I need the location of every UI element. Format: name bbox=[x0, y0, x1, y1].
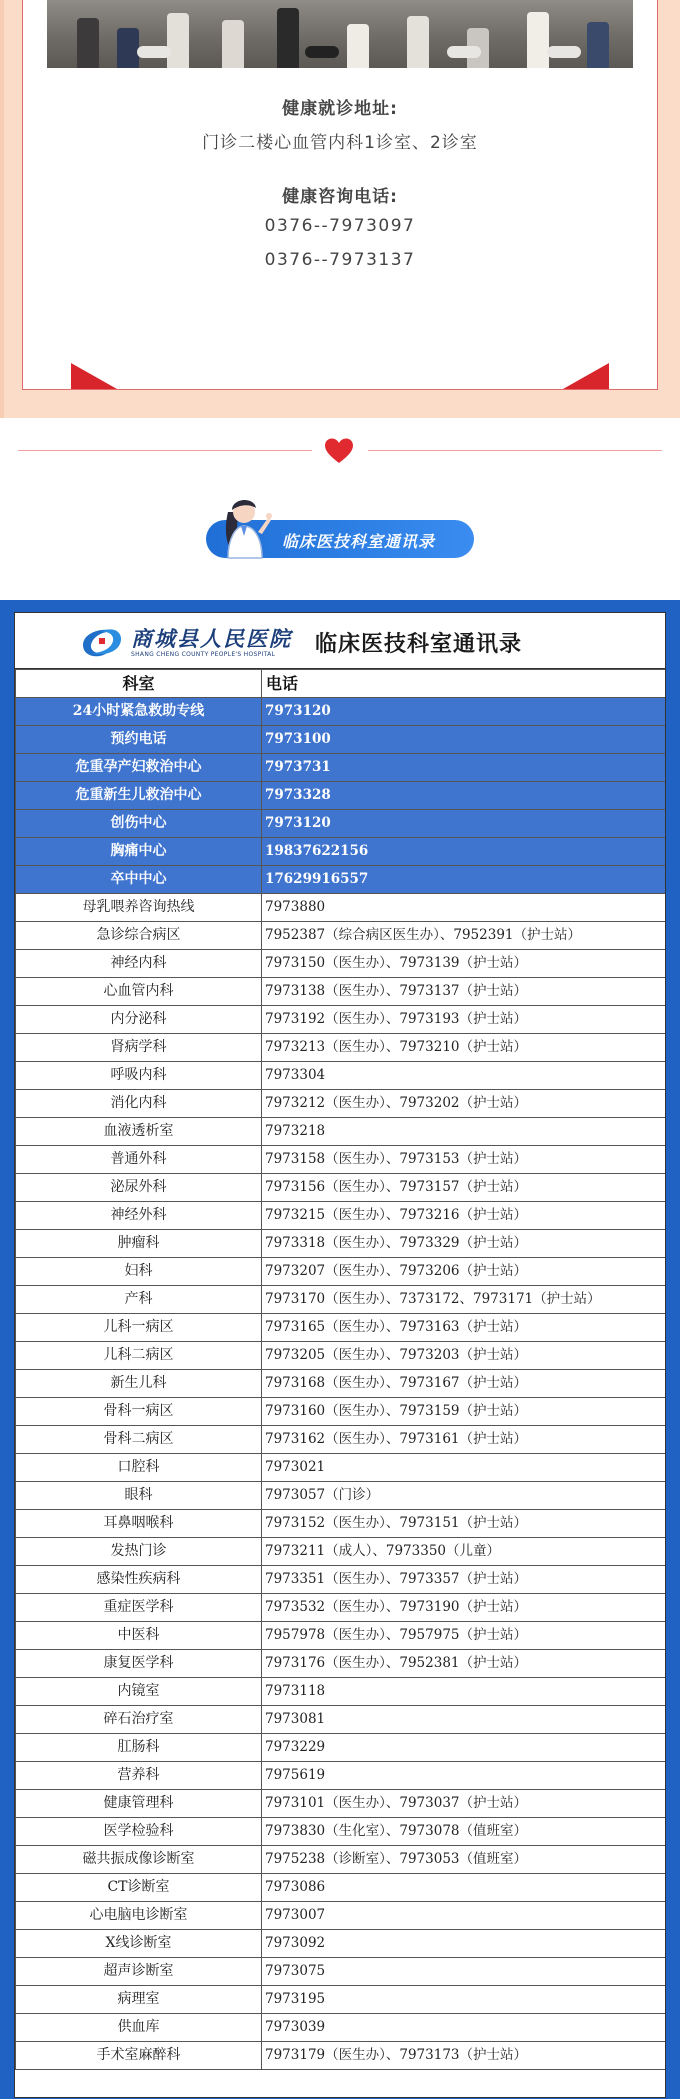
dept-name-cell: 重症医学科 bbox=[16, 1594, 262, 1622]
table-row bbox=[16, 1342, 666, 1370]
dept-name-cell: 医学检验科 bbox=[16, 1818, 262, 1846]
directory-title: 临床医技科室通讯录 bbox=[315, 631, 523, 657]
dept-name-cell: 妇科 bbox=[16, 1258, 262, 1286]
table-row bbox=[16, 1678, 666, 1706]
dept-name-cell: 心电脑电诊断室 bbox=[16, 1902, 262, 1930]
phone-cell[interactable]: 7973165（医生办）、7973163（护士站） bbox=[262, 1314, 666, 1342]
dept-name-cell: 急诊综合病区 bbox=[16, 922, 262, 950]
table-row bbox=[16, 1818, 666, 1846]
table-row bbox=[16, 1398, 666, 1426]
phone-cell[interactable]: 7973179（医生办）、7973173（护士站） bbox=[262, 2042, 666, 2070]
visit-info-section bbox=[0, 0, 680, 418]
phone-cell[interactable]: 7973152（医生办）、7973151（护士站） bbox=[262, 1510, 666, 1538]
visit-info-card bbox=[22, 0, 658, 390]
dept-name-cell: 肾病学科 bbox=[16, 1034, 262, 1062]
dept-name-cell: 中医科 bbox=[16, 1622, 262, 1650]
phone-cell[interactable]: 7973086 bbox=[262, 1874, 666, 1902]
table-row bbox=[16, 1174, 666, 1202]
table-row bbox=[16, 1538, 666, 1566]
table-row bbox=[16, 1482, 666, 1510]
dept-name-cell: 呼吸内科 bbox=[16, 1062, 262, 1090]
table-row bbox=[16, 1258, 666, 1286]
dept-name-cell: 创伤中心 bbox=[16, 810, 262, 838]
corner-decoration-right bbox=[563, 363, 609, 389]
table-row bbox=[16, 950, 666, 978]
dept-name-cell: 消化内科 bbox=[16, 1090, 262, 1118]
table-row bbox=[16, 838, 666, 866]
phone-cell[interactable]: 7973007 bbox=[262, 1902, 666, 1930]
phone-cell[interactable]: 7973101（医生办）、7973037（护士站） bbox=[262, 1790, 666, 1818]
dept-name-cell: 神经外科 bbox=[16, 1202, 262, 1230]
table-row bbox=[16, 1930, 666, 1958]
phone-cell[interactable]: 7973207（医生办）、7973206（护士站） bbox=[262, 1258, 666, 1286]
dept-name-cell: 儿科一病区 bbox=[16, 1314, 262, 1342]
phone-cell[interactable]: 7973075 bbox=[262, 1958, 666, 1986]
dept-name-cell: 发热门诊 bbox=[16, 1538, 262, 1566]
dept-name-cell: X线诊断室 bbox=[16, 1930, 262, 1958]
table-row bbox=[16, 1650, 666, 1678]
table-row bbox=[16, 1958, 666, 1986]
table-row bbox=[16, 1706, 666, 1734]
table-row bbox=[16, 978, 666, 1006]
dept-name-cell: 感染性疾病科 bbox=[16, 1566, 262, 1594]
table-row bbox=[16, 810, 666, 838]
dept-name-cell: CT诊断室 bbox=[16, 1874, 262, 1902]
photo-figure bbox=[77, 18, 99, 68]
card-border-left bbox=[0, 0, 4, 418]
dept-name-cell: 病理室 bbox=[16, 1986, 262, 2014]
dept-name-cell: 危重新生儿救治中心 bbox=[16, 782, 262, 810]
directory-frame bbox=[0, 600, 680, 2099]
dept-name-cell: 神经内科 bbox=[16, 950, 262, 978]
phone-cell[interactable]: 7952387（综合病区医生办）、7952391（护士站） bbox=[262, 922, 666, 950]
phone-cell[interactable]: 7973211（成人）、7973350（儿童） bbox=[262, 1538, 666, 1566]
dept-name-cell: 内分泌科 bbox=[16, 1006, 262, 1034]
photo-shoe bbox=[305, 46, 339, 58]
phone-cell[interactable]: 7973880 bbox=[262, 894, 666, 922]
dept-name-cell: 康复医学科 bbox=[16, 1650, 262, 1678]
table-row bbox=[16, 1090, 666, 1118]
phone-cell[interactable]: 7973192（医生办）、7973193（护士站） bbox=[262, 1006, 666, 1034]
phone-cell[interactable]: 7973138（医生办）、7973137（护士站） bbox=[262, 978, 666, 1006]
photo-shoe bbox=[137, 46, 171, 58]
dept-name-cell: 危重孕产妇救治中心 bbox=[16, 754, 262, 782]
phone-cell[interactable]: 7973120 bbox=[262, 698, 666, 726]
phone-cell[interactable]: 7973218 bbox=[262, 1118, 666, 1146]
table-row bbox=[16, 2014, 666, 2042]
team-photo bbox=[47, 0, 633, 68]
phone-cell[interactable]: 7973092 bbox=[262, 1930, 666, 1958]
table-row bbox=[16, 922, 666, 950]
table-row bbox=[16, 1790, 666, 1818]
table-row bbox=[16, 1986, 666, 2014]
photo-figure bbox=[587, 22, 609, 68]
hospital-name-cn: 商城县人民医院 bbox=[131, 626, 292, 651]
table-row bbox=[16, 1454, 666, 1482]
hospital-name-en: SHANG CHENG COUNTY PEOPLE'S HOSPITAL bbox=[131, 651, 276, 658]
table-row bbox=[16, 1230, 666, 1258]
table-row bbox=[16, 782, 666, 810]
phone-cell[interactable]: 7973304 bbox=[262, 1062, 666, 1090]
table-row bbox=[16, 894, 666, 922]
phone-cell[interactable]: 7957978（医生办）、7957975（护士站） bbox=[262, 1622, 666, 1650]
divider-line-right bbox=[368, 450, 662, 451]
photo-figure bbox=[167, 13, 189, 68]
phone-cell[interactable]: 7973318（医生办）、7973329（护士站） bbox=[262, 1230, 666, 1258]
photo-shoe bbox=[547, 46, 581, 58]
table-row bbox=[16, 1622, 666, 1650]
dept-name-cell: 骨科一病区 bbox=[16, 1398, 262, 1426]
table-row bbox=[16, 1062, 666, 1090]
phone-cell[interactable]: 7973150（医生办）、7973139（护士站） bbox=[262, 950, 666, 978]
phone-label: 健康咨询电话: bbox=[282, 187, 398, 207]
table-row bbox=[16, 1734, 666, 1762]
directory-sheet bbox=[14, 612, 666, 2098]
photo-figure bbox=[407, 16, 429, 68]
phone-cell[interactable]: 7975238（诊断室）、7973053（值班室） bbox=[262, 1846, 666, 1874]
dept-name-cell: 新生儿科 bbox=[16, 1370, 262, 1398]
phone-cell[interactable]: 7973162（医生办）、7973161（护士站） bbox=[262, 1426, 666, 1454]
dept-name-cell: 眼科 bbox=[16, 1482, 262, 1510]
photo-figure bbox=[277, 8, 299, 68]
phone-cell[interactable]: 7973118 bbox=[262, 1678, 666, 1706]
phone-cell[interactable]: 7973057（门诊） bbox=[262, 1482, 666, 1510]
column-header-dept: 科室 bbox=[16, 670, 262, 698]
table-body bbox=[16, 698, 666, 2070]
table-header-row bbox=[16, 670, 666, 698]
table-row bbox=[16, 1510, 666, 1538]
phone-cell[interactable]: 7973532（医生办）、7973190（护士站） bbox=[262, 1594, 666, 1622]
phone-cell[interactable]: 7973176（医生办）、7952381（护士站） bbox=[262, 1650, 666, 1678]
phone-cell[interactable]: 7973160（医生办）、7973159（护士站） bbox=[262, 1398, 666, 1426]
table-row bbox=[16, 2042, 666, 2070]
heart-icon bbox=[324, 437, 354, 465]
address-label: 健康就诊地址: bbox=[282, 99, 398, 119]
dept-name-cell: 供血库 bbox=[16, 2014, 262, 2042]
phone-cell[interactable]: 7973328 bbox=[262, 782, 666, 810]
dept-name-cell: 儿科二病区 bbox=[16, 1342, 262, 1370]
dept-name-cell: 磁共振成像诊断室 bbox=[16, 1846, 262, 1874]
photo-figure bbox=[347, 24, 369, 68]
phone-cell[interactable]: 7973212（医生办）、7973202（护士站） bbox=[262, 1090, 666, 1118]
phone-cell[interactable]: 17629916557 bbox=[262, 866, 666, 894]
corner-decoration-left bbox=[71, 363, 117, 389]
phone-cell[interactable]: 7973039 bbox=[262, 2014, 666, 2042]
dept-name-cell: 母乳喂养咨询热线 bbox=[16, 894, 262, 922]
dept-name-cell: 卒中中心 bbox=[16, 866, 262, 894]
dept-name-cell: 手术室麻醉科 bbox=[16, 2042, 262, 2070]
table-row bbox=[16, 1006, 666, 1034]
dept-name-cell: 内镜室 bbox=[16, 1678, 262, 1706]
directory-header bbox=[15, 613, 665, 669]
dept-name-cell: 骨科二病区 bbox=[16, 1426, 262, 1454]
dept-name-cell: 肿瘤科 bbox=[16, 1230, 262, 1258]
address-text: 门诊二楼心血管内科1诊室、2诊室 bbox=[202, 133, 478, 153]
section-banner-title: 临床医技科室通讯录 bbox=[282, 532, 436, 551]
phone-cell[interactable]: 7973081 bbox=[262, 1706, 666, 1734]
photo-figure bbox=[527, 12, 549, 68]
phone-cell[interactable]: 7973215（医生办）、7973216（护士站） bbox=[262, 1202, 666, 1230]
table-row bbox=[16, 1034, 666, 1062]
dept-name-cell: 超声诊断室 bbox=[16, 1958, 262, 1986]
table-row bbox=[16, 1762, 666, 1790]
dept-name-cell: 肛肠科 bbox=[16, 1734, 262, 1762]
phone-cell[interactable]: 7973100 bbox=[262, 726, 666, 754]
table-row bbox=[16, 1902, 666, 1930]
table-row bbox=[16, 1846, 666, 1874]
phone-cell[interactable]: 7973731 bbox=[262, 754, 666, 782]
table-row bbox=[16, 1594, 666, 1622]
divider-line-left bbox=[18, 450, 312, 451]
dept-name-cell: 心血管内科 bbox=[16, 978, 262, 1006]
dept-name-cell: 普通外科 bbox=[16, 1146, 262, 1174]
phone-cell[interactable]: 7973213（医生办）、7973210（护士站） bbox=[262, 1034, 666, 1062]
column-header-tel: 电话 bbox=[262, 670, 666, 698]
directory-table bbox=[15, 669, 666, 2070]
phone-cell[interactable]: 7973120 bbox=[262, 810, 666, 838]
table-row bbox=[16, 1118, 666, 1146]
table-row bbox=[16, 1566, 666, 1594]
dept-name-cell: 碎石治疗室 bbox=[16, 1706, 262, 1734]
table-row bbox=[16, 726, 666, 754]
table-row bbox=[16, 1370, 666, 1398]
table-row bbox=[16, 1202, 666, 1230]
dept-name-cell: 血液透析室 bbox=[16, 1118, 262, 1146]
dept-name-cell: 胸痛中心 bbox=[16, 838, 262, 866]
table-row bbox=[16, 1426, 666, 1454]
hospital-logo-icon bbox=[79, 625, 125, 659]
phone-number[interactable]: 0376--7973137 bbox=[264, 250, 416, 270]
phone-cell[interactable]: 7973229 bbox=[262, 1734, 666, 1762]
phone-cell[interactable]: 7973158（医生办）、7973153（护士站） bbox=[262, 1146, 666, 1174]
table-row bbox=[16, 1146, 666, 1174]
phone-cell[interactable]: 7973021 bbox=[262, 1454, 666, 1482]
photo-figure bbox=[117, 28, 139, 68]
dept-name-cell: 产科 bbox=[16, 1286, 262, 1314]
table-row bbox=[16, 754, 666, 782]
dept-name-cell: 口腔科 bbox=[16, 1454, 262, 1482]
phone-cell[interactable]: 7973830（生化室）、7973078（值班室） bbox=[262, 1818, 666, 1846]
nurse-illustration-icon bbox=[214, 492, 276, 560]
dept-name-cell: 营养科 bbox=[16, 1762, 262, 1790]
dept-name-cell: 24小时紧急救助专线 bbox=[16, 698, 262, 726]
phone-cell[interactable]: 7973168（医生办）、7973167（护士站） bbox=[262, 1370, 666, 1398]
table-row bbox=[16, 698, 666, 726]
table-row bbox=[16, 1314, 666, 1342]
phone-cell[interactable]: 7973351（医生办）、7973357（护士站） bbox=[262, 1566, 666, 1594]
phone-cell[interactable]: 7973170（医生办）、7373172、7973171（护士站） bbox=[262, 1286, 666, 1314]
table-row bbox=[16, 1286, 666, 1314]
photo-shoe bbox=[447, 46, 481, 58]
table-row bbox=[16, 1874, 666, 1902]
phone-cell[interactable]: 19837622156 bbox=[262, 838, 666, 866]
phone-number[interactable]: 0376--7973097 bbox=[264, 216, 416, 236]
dept-name-cell: 泌尿外科 bbox=[16, 1174, 262, 1202]
phone-cell[interactable]: 7973156（医生办）、7973157（护士站） bbox=[262, 1174, 666, 1202]
phone-cell[interactable]: 7973195 bbox=[262, 1986, 666, 2014]
dept-name-cell: 健康管理科 bbox=[16, 1790, 262, 1818]
photo-figure bbox=[222, 20, 244, 68]
phone-cell[interactable]: 7975619 bbox=[262, 1762, 666, 1790]
dept-name-cell: 预约电话 bbox=[16, 726, 262, 754]
table-row bbox=[16, 866, 666, 894]
phone-cell[interactable]: 7973205（医生办）、7973203（护士站） bbox=[262, 1342, 666, 1370]
dept-name-cell: 耳鼻咽喉科 bbox=[16, 1510, 262, 1538]
